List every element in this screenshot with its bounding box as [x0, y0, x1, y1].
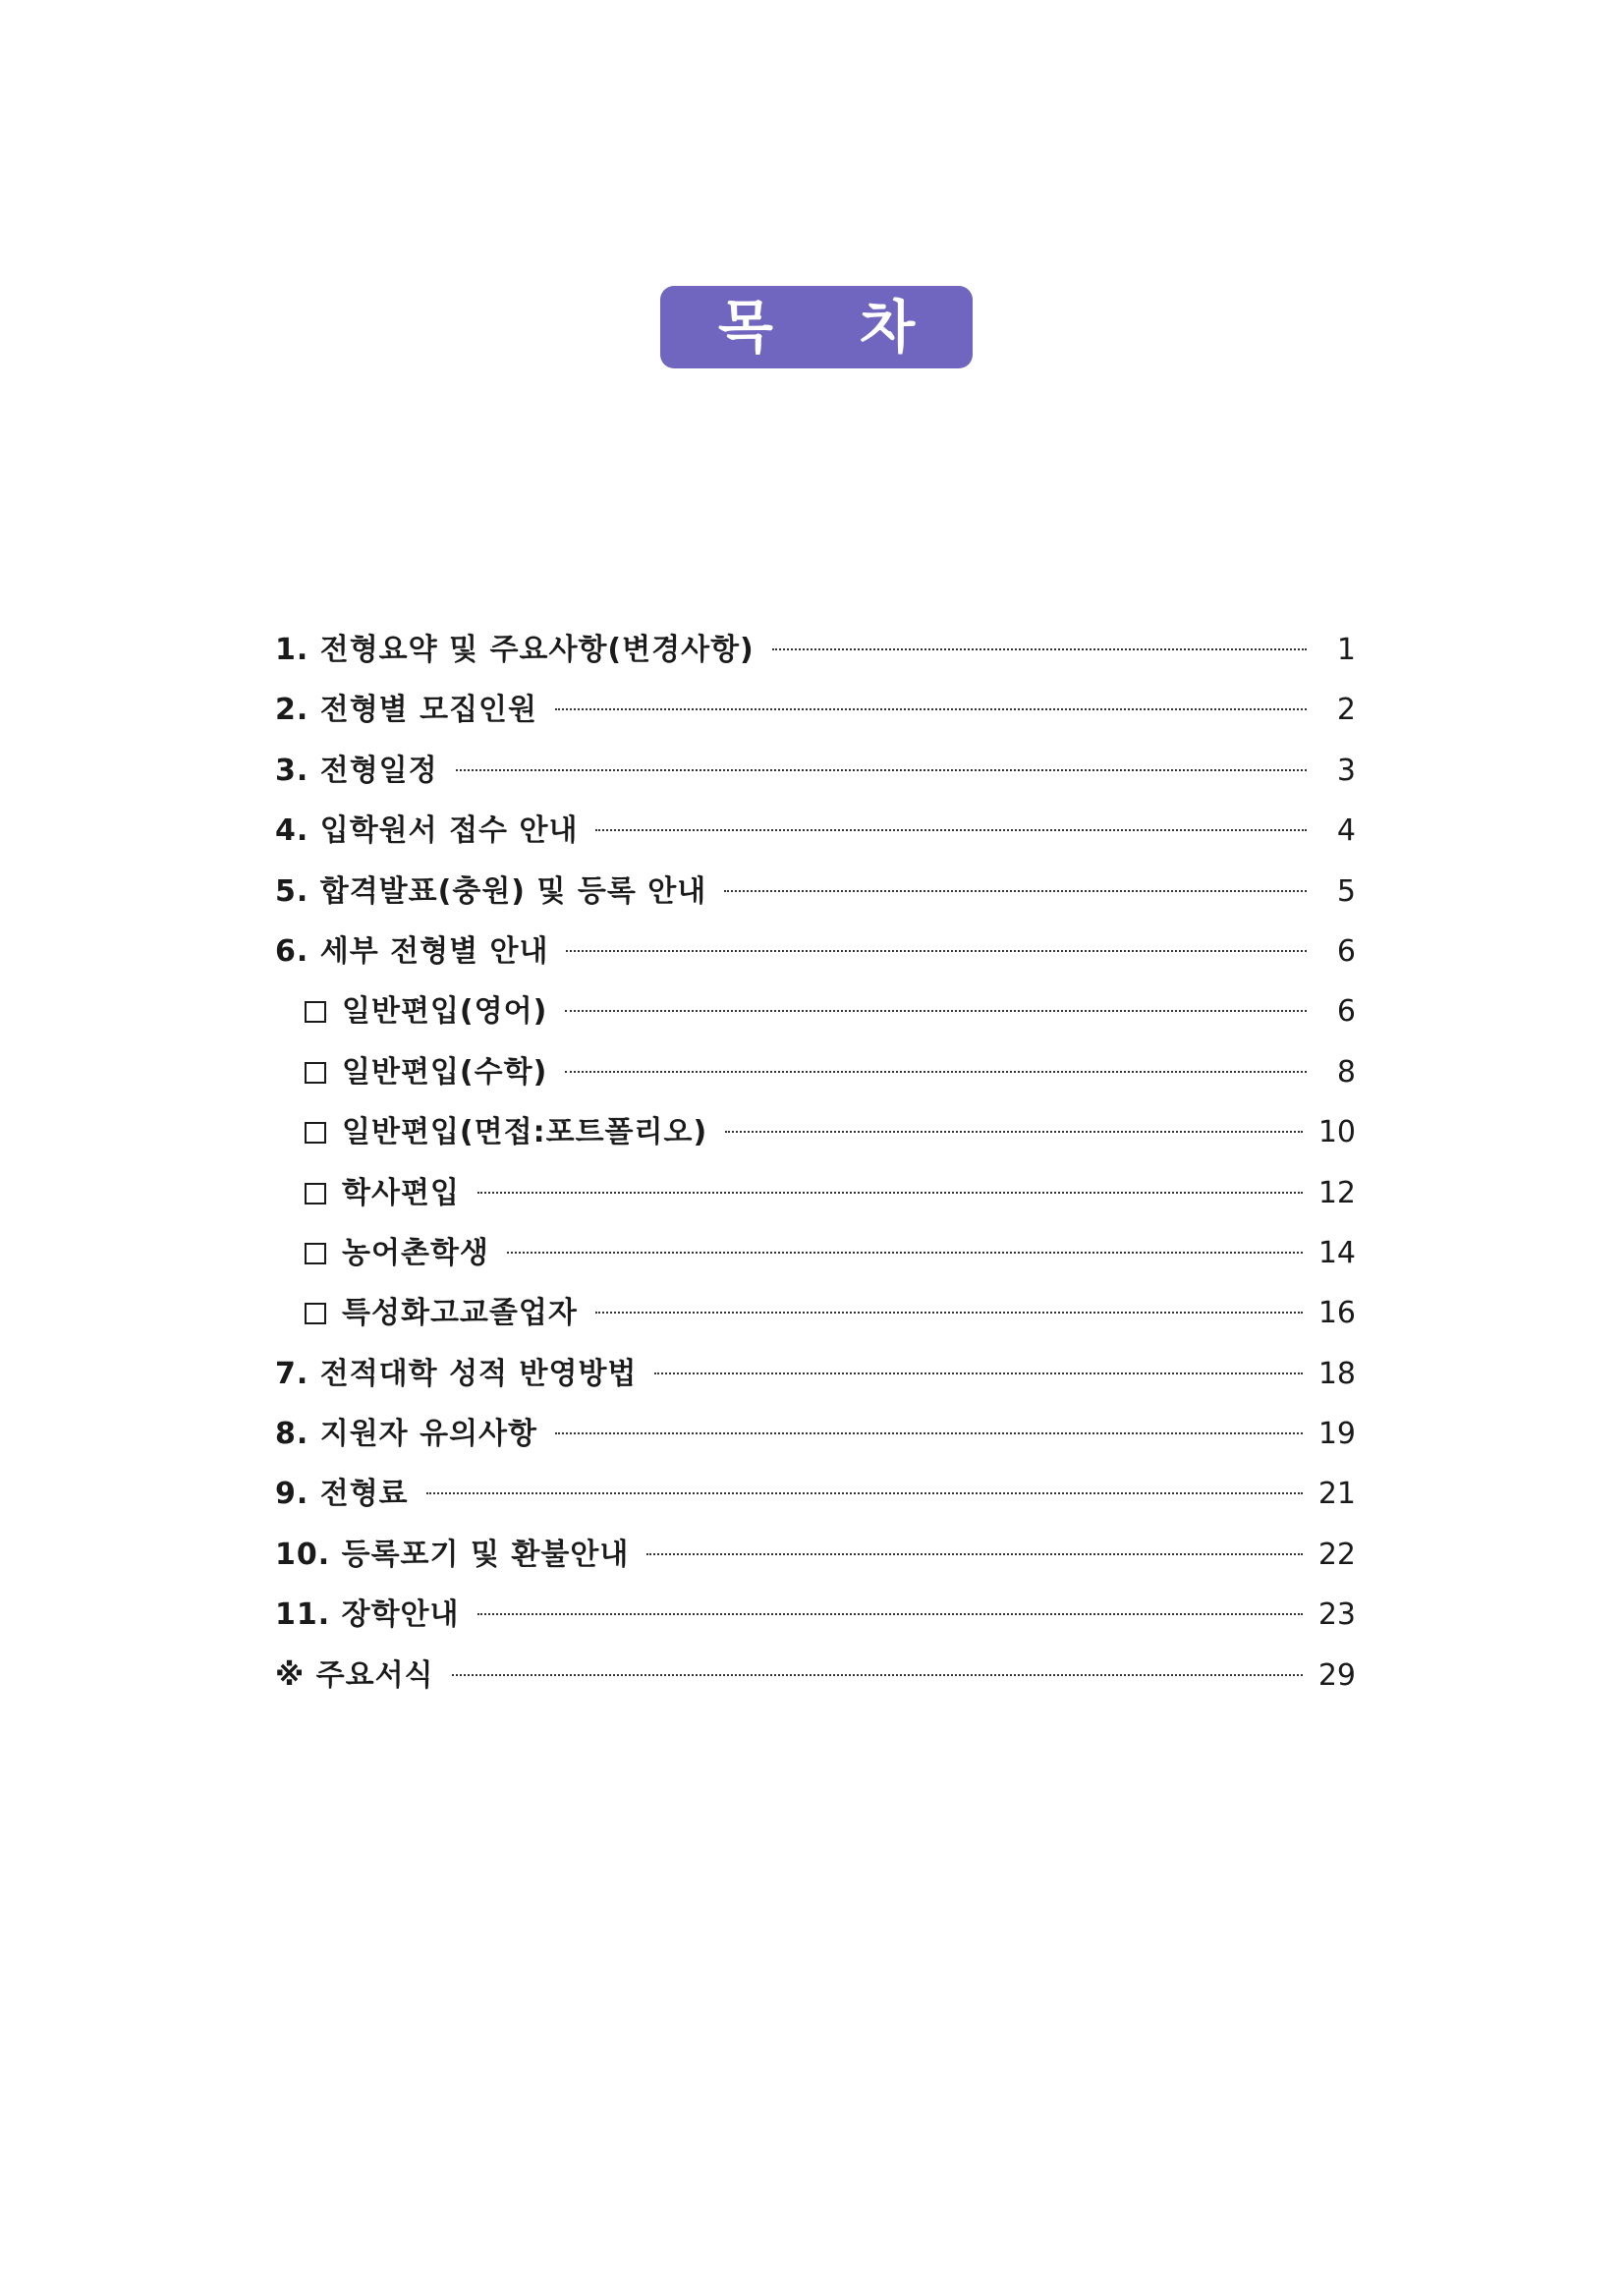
toc-entry-page: 18 — [1317, 1356, 1356, 1391]
toc-entry[interactable] — [275, 806, 1356, 866]
toc-entry-label: 4. 입학원서 접수 안내 — [275, 813, 579, 849]
toc-entry[interactable] — [275, 1530, 1356, 1590]
toc-entry-label: 11. 장학안내 — [275, 1597, 460, 1633]
toc-entry[interactable] — [275, 685, 1356, 745]
checkbox-bullet-icon — [305, 1062, 326, 1084]
dot-leader — [595, 1312, 1303, 1314]
toc-entry[interactable] — [275, 1409, 1356, 1469]
toc-entry-page: 23 — [1317, 1597, 1356, 1633]
checkbox-bullet-icon — [305, 1303, 326, 1324]
dot-leader — [565, 1010, 1307, 1012]
checkbox-bullet-icon — [305, 1001, 326, 1023]
toc-entry[interactable] — [275, 867, 1356, 926]
dot-leader — [426, 1492, 1303, 1494]
dot-leader — [555, 708, 1307, 710]
dot-leader — [477, 1613, 1303, 1615]
toc-entry-label: 10. 등록포기 및 환불안내 — [275, 1537, 630, 1572]
toc-subentry[interactable] — [275, 1288, 1356, 1348]
dot-leader — [555, 1432, 1303, 1434]
toc-entry-page: 6 — [1336, 994, 1356, 1030]
toc-entry-page: 12 — [1317, 1175, 1356, 1210]
toc-entry-label: 일반편입(수학) — [342, 1054, 548, 1090]
toc-entry-label: 6. 세부 전형별 안내 — [275, 933, 549, 969]
toc-entry-label: 학사편입 — [342, 1175, 460, 1210]
toc-title-banner — [660, 286, 973, 368]
toc-entry-page: 4 — [1336, 813, 1356, 849]
toc-subentry[interactable] — [275, 986, 1356, 1046]
toc-entry-label: 2. 전형별 모집인원 — [275, 693, 538, 728]
toc-entry-page: 21 — [1317, 1477, 1356, 1512]
toc-subentry[interactable] — [275, 1228, 1356, 1288]
toc-entry-page: 22 — [1317, 1537, 1356, 1572]
toc-entry-label: 일반편입(영어) — [342, 994, 548, 1030]
toc-entry-label: 3. 전형일정 — [275, 753, 438, 788]
dot-leader — [724, 890, 1307, 892]
toc-entry[interactable] — [275, 1349, 1356, 1409]
toc-entry-label: 특성화고교졸업자 — [342, 1296, 578, 1331]
toc-entry-label: 농어촌학생 — [342, 1235, 489, 1270]
dot-leader — [654, 1372, 1302, 1374]
toc-entry[interactable] — [275, 926, 1356, 986]
checkbox-bullet-icon — [305, 1122, 326, 1144]
dot-leader — [595, 829, 1307, 831]
toc-entry-label: 8. 지원자 유의사항 — [275, 1417, 538, 1452]
toc-entry-page: 14 — [1317, 1235, 1356, 1270]
toc-subentry[interactable] — [275, 1168, 1356, 1228]
page-title: 목 차 — [717, 294, 949, 361]
dot-leader — [507, 1252, 1303, 1254]
toc-entry-label: 1. 전형요약 및 주요사항(변경사항) — [275, 633, 755, 667]
dot-leader — [566, 950, 1307, 952]
toc-entry[interactable] — [275, 1590, 1356, 1650]
toc-entry-page: 3 — [1336, 753, 1356, 788]
table-of-contents — [275, 625, 1356, 1710]
checkbox-bullet-icon — [305, 1183, 326, 1204]
toc-subentry[interactable] — [275, 1107, 1356, 1167]
checkbox-bullet-icon — [305, 1243, 326, 1264]
toc-entry-page: 29 — [1317, 1657, 1356, 1693]
toc-entry-label: 7. 전적대학 성적 반영방법 — [275, 1356, 638, 1391]
dot-leader — [646, 1553, 1303, 1555]
toc-entry[interactable] — [275, 746, 1356, 806]
toc-entry-label: ※ 주요서식 — [275, 1657, 434, 1693]
dot-leader — [565, 1071, 1307, 1073]
toc-entry[interactable] — [275, 625, 1356, 685]
toc-entry[interactable] — [275, 1469, 1356, 1529]
dot-leader — [772, 648, 1307, 650]
toc-entry[interactable] — [275, 1651, 1356, 1710]
dot-leader — [725, 1131, 1303, 1133]
dot-leader — [456, 769, 1307, 771]
toc-entry-page: 1 — [1336, 633, 1356, 667]
toc-entry-page: 2 — [1336, 693, 1356, 728]
toc-entry-page: 10 — [1317, 1115, 1356, 1150]
dot-leader — [477, 1192, 1303, 1194]
toc-entry-label: 일반편입(면접:포트폴리오) — [342, 1115, 708, 1150]
toc-entry-page: 6 — [1336, 933, 1356, 969]
toc-subentry[interactable] — [275, 1047, 1356, 1107]
toc-entry-page: 8 — [1336, 1054, 1356, 1090]
toc-entry-page: 5 — [1336, 873, 1356, 909]
dot-leader — [452, 1674, 1303, 1676]
toc-entry-page: 16 — [1317, 1296, 1356, 1331]
toc-entry-label: 9. 전형료 — [275, 1477, 409, 1512]
toc-entry-label: 5. 합격발표(충원) 및 등록 안내 — [275, 873, 707, 909]
toc-entry-page: 19 — [1317, 1417, 1356, 1452]
